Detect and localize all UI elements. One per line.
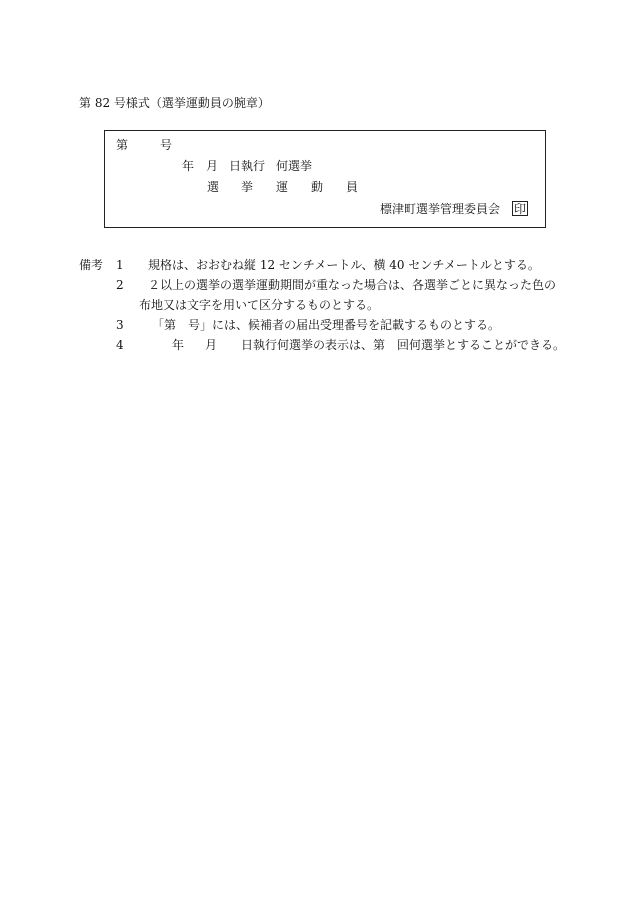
armband-month: 月 — [206, 159, 219, 173]
armband-number-suffix: 号 — [160, 138, 173, 152]
armband-number-prefix: 第 — [116, 138, 129, 152]
armband-issuer-line — [380, 201, 528, 216]
note-3-text: 「第 号」には、候補者の届出受理番号を記載するものとする。 — [152, 318, 501, 332]
armband-election-label: 何選挙 — [276, 159, 313, 173]
note-2-number: 2 — [116, 278, 124, 292]
note-4-year: 年 — [172, 338, 185, 352]
note-1-number: 1 — [116, 258, 124, 272]
note-4-text: 日執行何選挙の表示は、第 回何選挙とすることができる。 — [241, 338, 566, 352]
form-title: 第 82 号様式（選挙運動員の腕章） — [79, 96, 270, 110]
notes-label: 備考 — [79, 258, 104, 272]
armband-issuer: 標津町選挙管理委員会 — [380, 202, 501, 216]
note-4-month: 月 — [205, 338, 218, 352]
note-1-text: 規格は、おおむね縦 12 センチメートル、横 40 センチメートルとする。 — [148, 258, 540, 272]
note-4-number: 4 — [116, 338, 124, 352]
note-2-text: ２以上の選挙の選挙運動期間が重なった場合は、各選挙ごとに異なった色の — [148, 278, 557, 292]
armband-title-char-4: 動 — [311, 180, 324, 194]
armband-title-char-2: 挙 — [241, 180, 254, 194]
note-2-continuation: 布地又は文字を用いて区分するものとする。 — [139, 298, 380, 312]
armband-title-char-1: 選 — [207, 180, 220, 194]
seal-stamp: 印 — [514, 202, 527, 216]
armband-title-char-3: 運 — [276, 180, 289, 194]
armband-day-execution: 日執行 — [229, 159, 266, 173]
armband-year: 年 — [182, 159, 195, 173]
armband-title-char-5: 員 — [346, 180, 359, 194]
note-3-number: 3 — [116, 318, 124, 332]
